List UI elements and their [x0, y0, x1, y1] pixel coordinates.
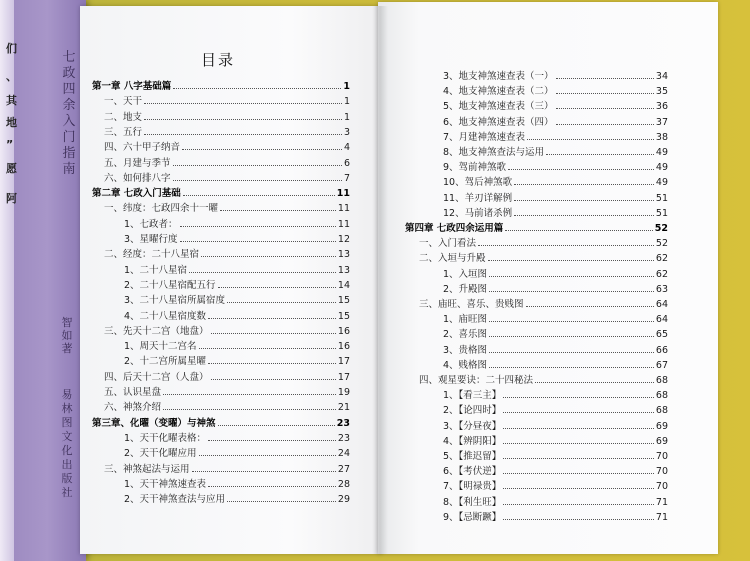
toc-entry-label: 三、神煞起法与运用	[104, 463, 190, 475]
toc-entry-page: 13	[337, 249, 350, 261]
toc-dot-leader	[173, 88, 341, 89]
toc-entry	[443, 160, 668, 173]
toc-entry	[104, 125, 350, 138]
toc-entry	[443, 267, 668, 280]
toc-entry-page: 51	[655, 207, 668, 219]
toc-dot-leader	[503, 443, 654, 444]
toc-entry-label: 2、十二宫所属星曜	[124, 356, 207, 368]
toc-entry-label: 二、入垣与升殿	[419, 253, 486, 265]
toc-entry-label: 六、如何排八字	[104, 172, 171, 184]
toc-entry-page: 49	[655, 177, 668, 189]
toc-dot-leader	[489, 276, 654, 277]
toc-dot-leader	[489, 336, 654, 337]
toc-entry-label: 5、【推迟留】	[443, 451, 502, 462]
toc-entry-page: 24	[337, 448, 350, 460]
toc-entry-label: 6、地支神煞速查表（四）	[443, 116, 554, 128]
toc-dot-leader	[514, 184, 654, 185]
toc-entry-page: 35	[655, 86, 668, 98]
toc-entry-label: 8、地支神煞查法与运用	[443, 147, 545, 158]
cover-snippet-text: 阿	[6, 192, 17, 205]
toc-entry-label: 1、七政者：	[124, 218, 178, 230]
cover-snippet-text: ”	[6, 138, 14, 151]
toc-entry	[92, 79, 350, 92]
toc-entry	[104, 110, 350, 123]
toc-entry-page: 38	[655, 131, 668, 143]
toc-entry	[443, 312, 668, 325]
toc-entry-page: 17	[337, 371, 350, 383]
toc-entry	[443, 69, 668, 82]
toc-dot-leader	[192, 471, 336, 472]
toc-entry-label: 6、【考伏逆】	[443, 466, 502, 478]
toc-dot-leader	[556, 108, 654, 109]
toc-dot-leader	[489, 291, 654, 292]
toc-dot-leader	[144, 119, 342, 120]
toc-entry	[443, 449, 668, 462]
toc-dot-leader	[218, 287, 336, 288]
toc-entry	[419, 373, 668, 386]
toc-dot-leader	[514, 200, 654, 201]
toc-entry	[443, 84, 668, 97]
toc-entry	[443, 358, 668, 371]
toc-entry	[443, 419, 668, 432]
toc-entry-label: 3、贵格图	[443, 344, 488, 356]
toc-dot-leader	[526, 306, 654, 307]
toc-dot-leader	[514, 215, 654, 216]
toc-dot-leader	[489, 352, 654, 353]
toc-dot-leader	[227, 302, 336, 303]
toc-entry-label: 2、二十八星宿配五行	[124, 279, 216, 291]
toc-entry-page: 70	[655, 481, 668, 493]
toc-entry-label: 二、地支	[104, 111, 143, 123]
toc-entry	[124, 492, 350, 505]
toc-dot-leader	[503, 412, 654, 413]
toc-entry-label: 第一章 八字基础篇	[92, 81, 172, 92]
toc-entry-label: 2、【论四时】	[443, 405, 502, 417]
toc-entry-label: 三、五行	[104, 126, 143, 138]
toc-entry-label: 2、升殿图	[443, 283, 488, 295]
toc-entry-page: 52	[654, 223, 668, 234]
toc-entry	[419, 297, 668, 310]
toc-entry-page: 7	[343, 172, 350, 184]
toc-dot-leader	[199, 455, 336, 456]
toc-entry-label: 2、喜乐图	[443, 329, 488, 341]
toc-entry-label: 四、后天十二宫（人盘）	[104, 371, 209, 383]
toc-entry	[104, 324, 350, 337]
toc-entry-page: 4	[343, 142, 350, 154]
toc-entry	[104, 156, 350, 169]
toc-entry-label: 1、二十八星宿	[124, 264, 188, 276]
toc-dot-leader	[488, 260, 654, 261]
book-cover	[0, 0, 86, 561]
toc-entry-page: 11	[337, 218, 350, 230]
toc-dot-leader	[503, 504, 654, 505]
toc-dot-leader	[211, 379, 336, 380]
toc-dot-leader	[556, 78, 654, 79]
toc-entry-page: 37	[655, 116, 668, 128]
toc-dot-leader	[189, 272, 336, 273]
toc-entry-page: 64	[655, 314, 668, 326]
toc-entry-page: 49	[655, 147, 668, 158]
toc-dot-leader	[208, 440, 336, 441]
toc-dot-leader	[201, 256, 336, 257]
toc-entry	[92, 186, 350, 199]
toc-entry-page: 52	[655, 238, 668, 250]
toc-entry-page: 23	[337, 432, 350, 444]
toc-entry-label: 1、庙旺图	[443, 314, 488, 326]
toc-entry	[443, 282, 668, 295]
toc-entry-label: 1、天干神煞速查表	[124, 478, 207, 490]
toc-entry-label: 11、羊刃详解例	[443, 192, 513, 204]
toc-dot-leader	[503, 458, 654, 459]
toc-entry-label: 1、【看三主】	[443, 390, 502, 402]
toc-dot-leader	[199, 348, 336, 349]
toc-entry	[104, 247, 350, 260]
toc-entry-page: 34	[655, 71, 668, 82]
toc-entry-label: 第四章 七政四余运用篇	[405, 223, 504, 234]
toc-dot-leader	[489, 367, 654, 368]
toc-entry-label: 4、贱格图	[443, 359, 488, 371]
toc-entry-label: 五、认识星盘	[104, 387, 162, 398]
toc-entry	[124, 446, 350, 459]
toc-entry-label: 五、月建与季节	[104, 157, 171, 169]
toc-dot-leader	[508, 169, 654, 170]
cover-snippet-text: 其	[6, 94, 17, 107]
toc-entry	[104, 140, 350, 153]
toc-dot-leader	[503, 473, 654, 474]
toc-dot-leader	[505, 230, 652, 231]
toc-entry	[443, 388, 668, 401]
toc-entry-page: 65	[655, 329, 668, 341]
toc-entry-label: 3、二十八星宿所属宿度	[124, 295, 226, 307]
toc-entry-label: 三、先天十二宫（地盘）	[104, 325, 209, 337]
toc-entry-page: 63	[655, 283, 668, 295]
toc-entry-label: 9、【忌断蹶】	[443, 511, 502, 523]
toc-entry	[124, 217, 350, 230]
toc-entry-label: 六、神煞介绍	[104, 402, 162, 414]
toc-entry	[124, 354, 350, 367]
toc-entry	[104, 171, 350, 184]
toc-entry-page: 1	[343, 96, 350, 108]
toc-entry-page: 62	[655, 253, 668, 265]
toc-entry-page: 6	[343, 157, 350, 169]
toc-entry-page: 51	[655, 192, 668, 204]
toc-entry-label: 12、马前诸杀例	[443, 207, 513, 219]
toc-entry-label: 三、庙旺、喜乐、贵贱图	[419, 299, 524, 310]
toc-entry	[443, 479, 668, 492]
toc-dot-leader	[227, 501, 336, 502]
toc-entry-page: 1	[343, 111, 350, 123]
toc-entry-page: 71	[655, 496, 668, 508]
toc-entry	[443, 495, 668, 508]
toc-entry-label: 一、纬度：七政四余十一曜	[104, 203, 219, 215]
toc-entry-page: 71	[655, 511, 668, 523]
toc-entry-label: 3、地支神煞速查表（一）	[443, 71, 554, 82]
toc-entry	[419, 251, 668, 264]
toc-dot-leader	[173, 180, 342, 181]
toc-dot-leader	[220, 210, 336, 211]
toc-dot-leader	[208, 318, 336, 319]
cover-snippet-text: 们	[6, 42, 17, 55]
cover-page-edge	[0, 0, 14, 561]
toc-dot-leader	[503, 519, 654, 520]
toc-entry	[443, 464, 668, 477]
cover-snippet-text: 、	[6, 70, 17, 83]
toc-entry-page: 49	[655, 162, 668, 174]
toc-entry-label: 7、月建神煞速查表	[443, 131, 526, 143]
toc-dot-leader	[556, 124, 654, 125]
toc-entry	[92, 416, 350, 429]
toc-entry	[443, 343, 668, 356]
toc-entry-page: 17	[337, 356, 350, 368]
toc-entry-label: 1、周天十二宫名	[124, 341, 197, 353]
toc-dot-leader	[163, 394, 336, 395]
toc-dot-leader	[173, 165, 342, 166]
toc-dot-leader	[527, 139, 654, 140]
toc-title: 目录	[201, 51, 236, 69]
spine-author: 智如 著	[61, 316, 73, 355]
toc-entry-page: 68	[655, 405, 668, 417]
toc-entry-label: 第二章 七政入门基础	[92, 188, 181, 200]
toc-entry	[443, 403, 668, 416]
toc-entry-label: 2、天干神煞查法与应用	[124, 494, 226, 506]
cover-snippet-text: 愿	[6, 162, 17, 175]
toc-entry-page: 70	[655, 451, 668, 462]
toc-entry-page: 14	[337, 279, 350, 291]
toc-entry-label: 5、地支神煞速查表（三）	[443, 101, 554, 113]
toc-entry-page: 15	[337, 295, 350, 307]
toc-entry	[443, 145, 668, 158]
toc-entry-page: 19	[337, 387, 350, 398]
toc-entry	[405, 221, 668, 234]
toc-dot-leader	[218, 425, 335, 426]
toc-entry	[124, 339, 350, 352]
toc-entry	[104, 400, 350, 413]
toc-entry-page: 16	[337, 325, 350, 337]
toc-entry-label: 8、【利生旺】	[443, 496, 502, 508]
toc-entry-page: 68	[655, 375, 668, 386]
toc-entry-page: 62	[655, 268, 668, 280]
toc-entry	[443, 434, 668, 447]
toc-dot-leader	[556, 93, 654, 94]
toc-dot-leader	[163, 409, 336, 410]
toc-dot-leader	[535, 382, 654, 383]
toc-entry-page: 21	[337, 402, 350, 414]
toc-entry	[104, 370, 350, 383]
toc-entry	[124, 278, 350, 291]
toc-dot-leader	[211, 333, 336, 334]
toc-entry-label: 7、【明禄贵】	[443, 481, 502, 493]
toc-entry-page: 15	[337, 310, 350, 322]
toc-entry	[443, 510, 668, 523]
toc-entry	[443, 206, 668, 219]
toc-dot-leader	[503, 488, 654, 489]
toc-entry-page: 1	[343, 81, 350, 92]
toc-entry	[104, 201, 350, 214]
toc-entry	[124, 309, 350, 322]
toc-dot-leader	[182, 149, 342, 150]
toc-dot-leader	[503, 397, 654, 398]
toc-entry-label: 10、驾后神煞歌	[443, 177, 513, 189]
toc-entry-label: 第三章、化曜（变曜）与神煞	[92, 417, 216, 429]
toc-dot-leader	[180, 241, 336, 242]
toc-entry-page: 28	[337, 478, 350, 490]
toc-entry-page: 69	[655, 420, 668, 432]
toc-entry	[443, 99, 668, 112]
toc-entry-page: 27	[337, 463, 350, 475]
toc-dot-leader	[208, 486, 336, 487]
toc-entry-page: 12	[337, 234, 350, 245]
toc-entry-label: 四、六十甲子纳音	[104, 142, 181, 154]
toc-dot-leader	[180, 226, 336, 227]
toc-dot-leader	[208, 363, 336, 364]
toc-entry-label: 4、【辨阴阳】	[443, 435, 502, 447]
toc-entry	[104, 385, 350, 398]
toc-entry	[443, 175, 668, 188]
toc-entry-label: 一、入门看法	[419, 238, 477, 250]
toc-entry-page: 11	[336, 188, 350, 200]
toc-entry	[124, 263, 350, 276]
toc-entry-label: 9、驾前神煞歌	[443, 162, 507, 174]
toc-entry	[124, 477, 350, 490]
toc-entry-page: 11	[337, 203, 350, 215]
cover-snippet-text: 地	[6, 116, 17, 129]
toc-entry	[443, 191, 668, 204]
toc-dot-leader	[478, 245, 654, 246]
toc-dot-leader	[144, 134, 342, 135]
toc-entry-label: 2、天干化曜应用	[124, 448, 197, 460]
toc-entry	[443, 130, 668, 143]
toc-entry-label: 3、星曜行度	[124, 234, 178, 245]
spine-title: 七政四余入门指南	[62, 50, 76, 177]
toc-entry	[124, 232, 350, 245]
toc-entry	[104, 94, 350, 107]
toc-entry-label: 4、二十八星宿度数	[124, 310, 207, 322]
toc-entry-page: 64	[655, 299, 668, 310]
toc-entry	[124, 293, 350, 306]
toc-entry	[443, 115, 668, 128]
toc-entry-page: 23	[336, 417, 350, 429]
toc-entry-page: 69	[655, 435, 668, 447]
toc-entry-page: 16	[337, 341, 350, 353]
toc-entry-page: 68	[655, 390, 668, 402]
toc-dot-leader	[489, 321, 654, 322]
toc-entry-label: 1、入垣图	[443, 268, 488, 280]
toc-entry-page: 36	[655, 101, 668, 113]
toc-entry-label: 一、天干	[104, 96, 143, 108]
toc-dot-leader	[144, 103, 342, 104]
toc-entry	[124, 431, 350, 444]
toc-entry-label: 二、经度：二十八星宿	[104, 249, 200, 261]
toc-entry-label: 3、【分昼夜】	[443, 420, 502, 432]
toc-entry-page: 70	[655, 466, 668, 478]
toc-entry-page: 3	[343, 126, 350, 138]
toc-entry-page: 13	[337, 264, 350, 276]
toc-entry	[419, 236, 668, 249]
toc-dot-leader	[183, 195, 335, 196]
toc-entry-page: 67	[655, 359, 668, 371]
toc-entry-page: 29	[337, 494, 350, 506]
book-gutter	[372, 6, 388, 554]
toc-entry	[443, 327, 668, 340]
toc-entry-label: 1、天干化曜表格：	[124, 432, 207, 444]
toc-entry-label: 四、观星要诀：二十四秘法	[419, 375, 534, 386]
toc-entry-label: 4、地支神煞速查表（二）	[443, 86, 554, 98]
spine-publisher: 易林图文化出版社	[61, 388, 73, 499]
toc-entry	[104, 462, 350, 475]
toc-entry-page: 66	[655, 344, 668, 356]
toc-dot-leader	[546, 154, 654, 155]
toc-dot-leader	[503, 428, 654, 429]
